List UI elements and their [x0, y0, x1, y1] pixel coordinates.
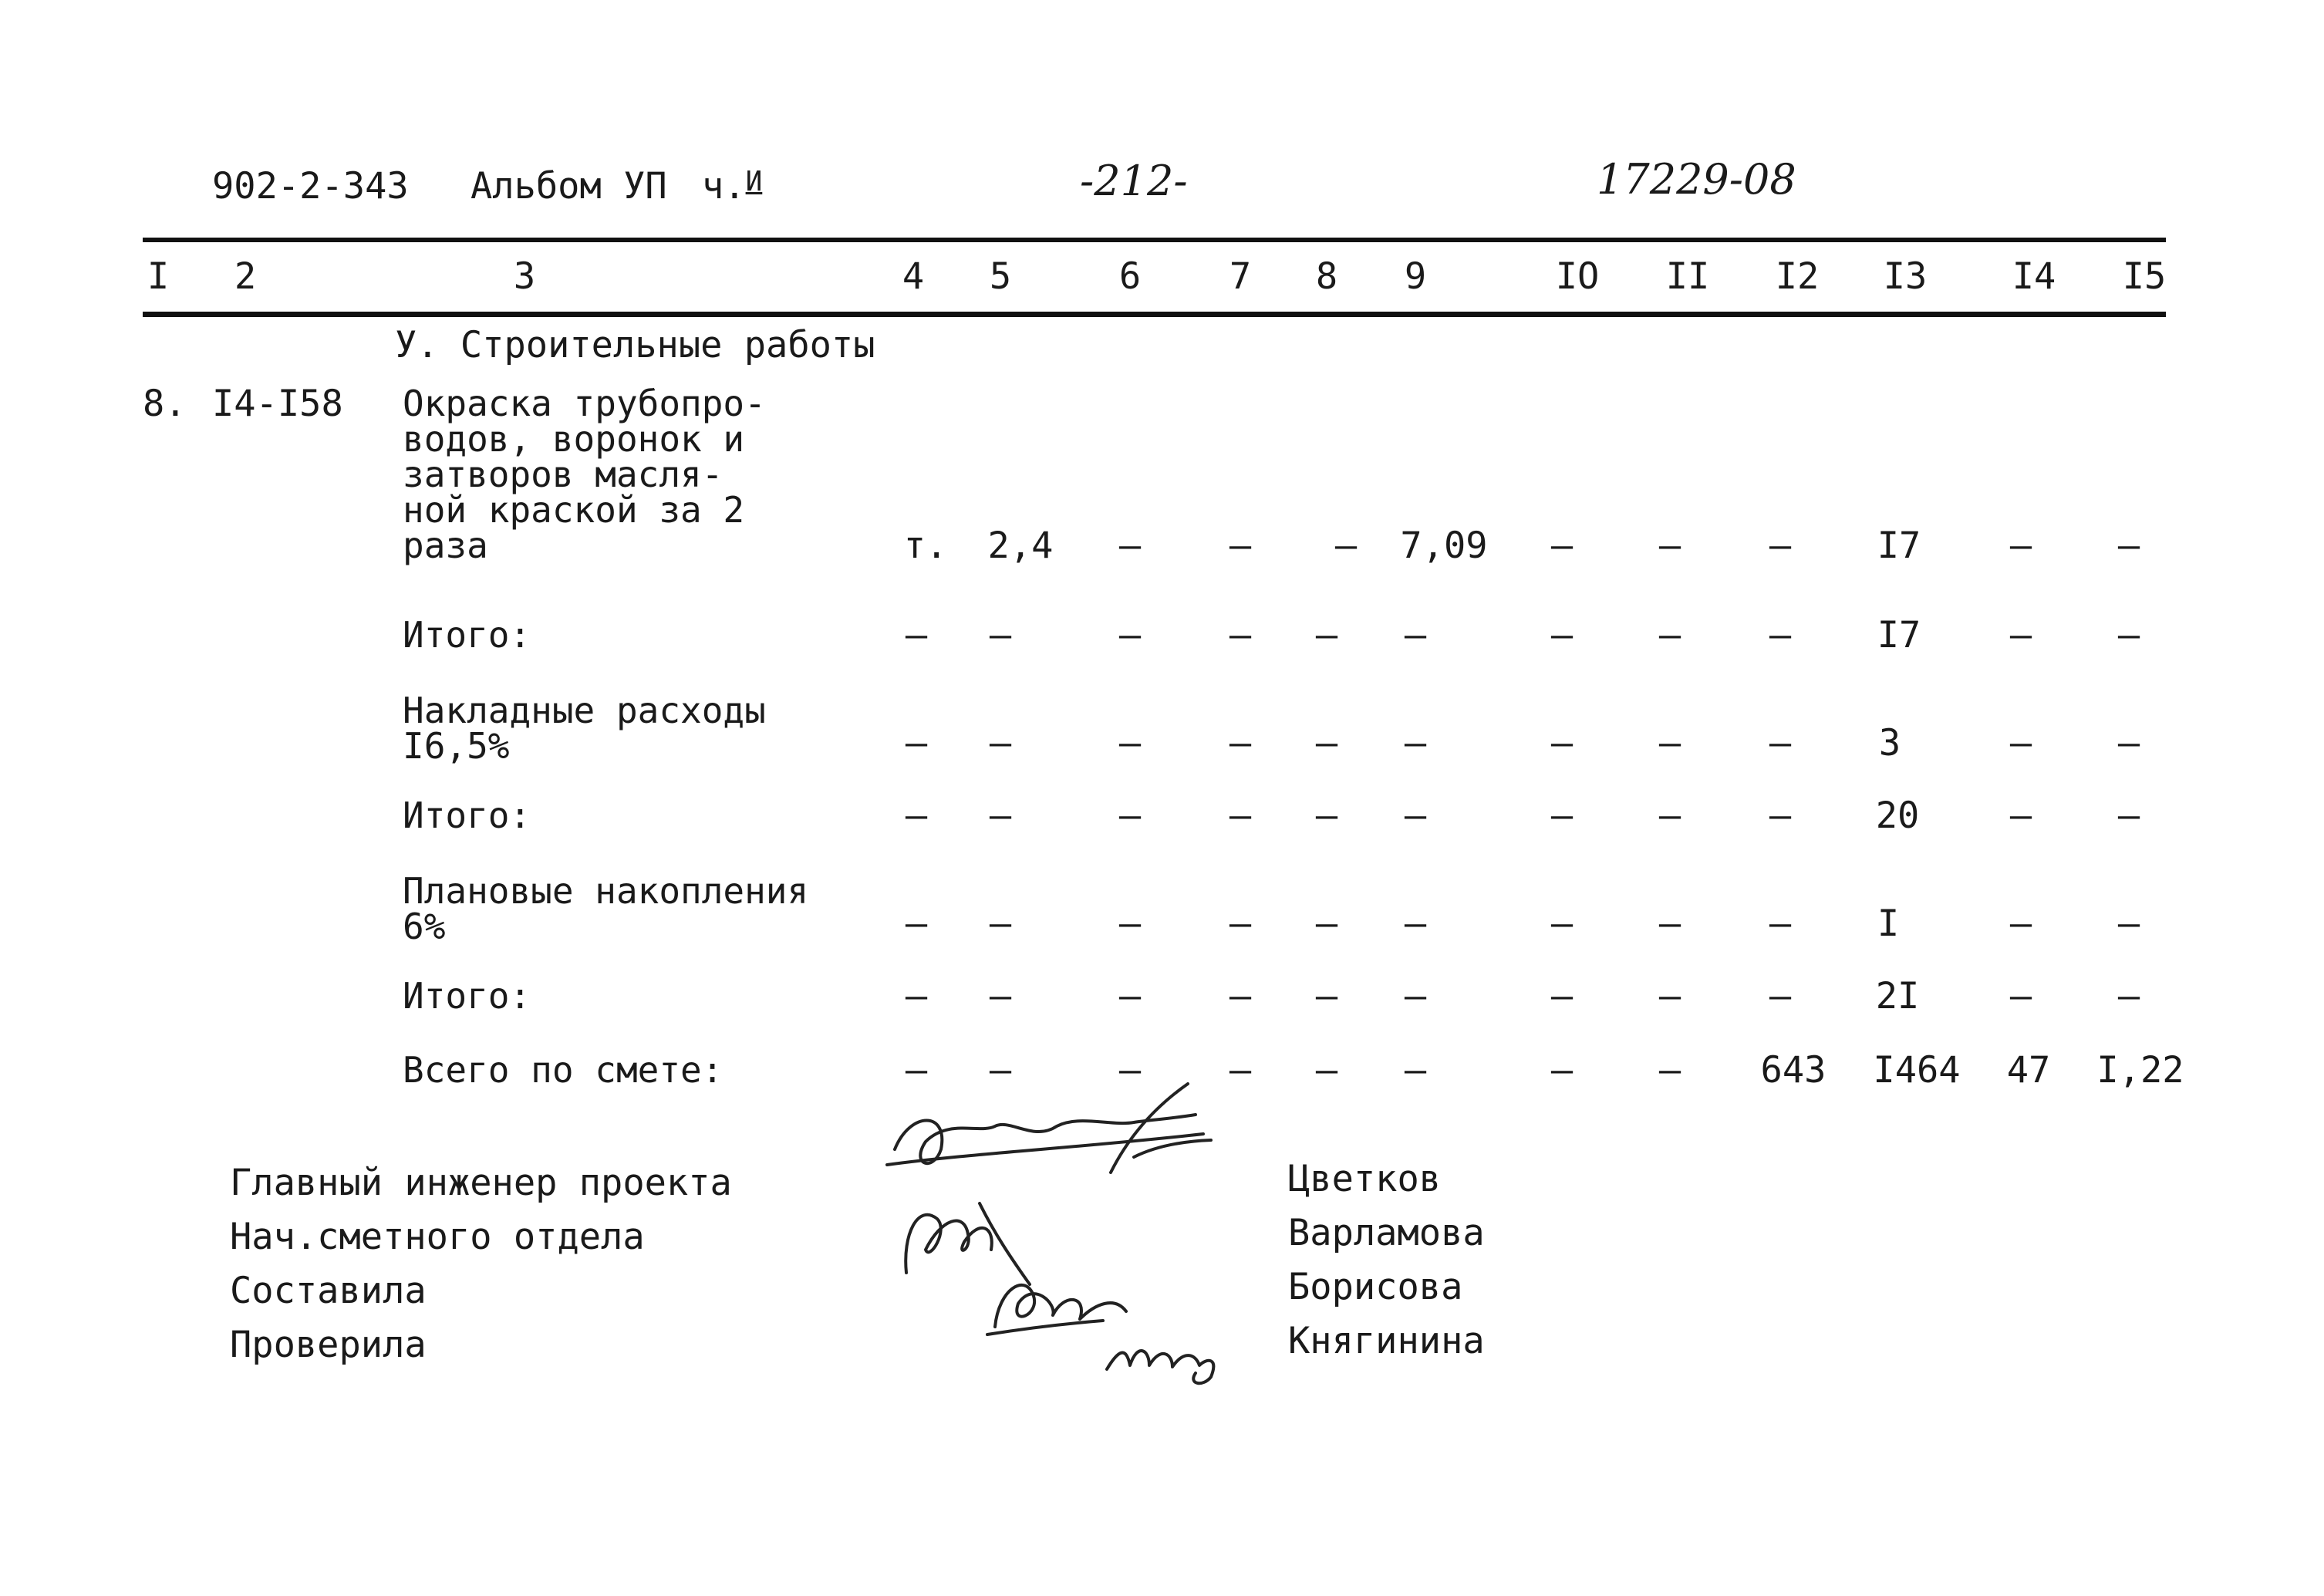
row-description: Итого:	[403, 614, 531, 656]
signature-name: Варламова	[1288, 1212, 1485, 1254]
cell-c7: –	[1229, 975, 1252, 1017]
signature-role: Главный инженер проекта	[230, 1162, 732, 1204]
page-number: -212-	[1080, 157, 1188, 205]
cell-unit: т.	[903, 525, 948, 567]
cell-c8: –	[1315, 614, 1338, 656]
cell-c15: –	[2117, 795, 2140, 837]
row-description: Накладные расходы I6,5%	[403, 690, 766, 767]
cell-c14: –	[2009, 903, 2032, 945]
part-prefix: ч.	[702, 165, 746, 208]
cell-c8: –	[1315, 975, 1338, 1017]
col-num-10: IO	[1555, 255, 1600, 298]
cell-c6: –	[1118, 975, 1142, 1017]
cell-c11: –	[1658, 525, 1681, 567]
cell-c11: –	[1658, 1049, 1681, 1092]
header-rule-top	[143, 238, 2166, 242]
cell-c10: –	[1550, 525, 1574, 567]
cell-c8: –	[1315, 795, 1338, 837]
signature-name: Цветков	[1288, 1158, 1442, 1200]
cell-c7: –	[1229, 525, 1252, 567]
cell-c13: I7	[1877, 614, 1921, 656]
col-num-12: I2	[1775, 255, 1820, 298]
cell-c12: –	[1769, 795, 1792, 837]
cell-c5: –	[989, 1049, 1012, 1092]
cell-c11: –	[1658, 795, 1681, 837]
row-number: 8.	[143, 383, 187, 425]
cell-c14: –	[2009, 722, 2032, 764]
cell-c4: –	[905, 722, 928, 764]
handwritten-signature	[879, 1080, 1234, 1196]
cell-quantity: 2,4	[987, 525, 1054, 567]
cell-c4: –	[905, 795, 928, 837]
cell-c7: –	[1229, 614, 1252, 656]
cell-c6: –	[1118, 722, 1142, 764]
cell-c7: –	[1229, 903, 1252, 945]
cell-c5: –	[989, 975, 1012, 1017]
cell-c10: –	[1550, 1049, 1574, 1092]
row-description: Итого:	[403, 975, 531, 1017]
col-num-11: II	[1665, 255, 1710, 298]
cell-c15: I,22	[2096, 1049, 2184, 1092]
row-code: I4-I58	[212, 383, 343, 425]
cell-c10: –	[1550, 795, 1574, 837]
cell-c9: –	[1404, 795, 1427, 837]
cell-c15: –	[2117, 903, 2140, 945]
cell-c7: –	[1229, 1049, 1252, 1092]
cell-c6: –	[1118, 525, 1142, 567]
cell-c6: –	[1118, 795, 1142, 837]
cell-c15: –	[2117, 975, 2140, 1017]
cell-c8: –	[1334, 525, 1358, 567]
col-num-3: 3	[513, 255, 536, 298]
cell-c12: –	[1769, 903, 1792, 945]
row-description: Всего по смете:	[403, 1049, 724, 1091]
col-num-14: I4	[2012, 255, 2056, 298]
cell-c8: –	[1315, 903, 1338, 945]
col-num-4: 4	[902, 255, 925, 298]
cell-c15: –	[2117, 614, 2140, 656]
archive-number: 17229-08	[1597, 155, 1796, 204]
cell-c14: 47	[2006, 1049, 2051, 1092]
cell-c13: I464	[1873, 1049, 1961, 1092]
signature-role: Нач.сметного отдела	[230, 1216, 645, 1258]
cell-c6: –	[1118, 614, 1142, 656]
cell-c13: I	[1877, 903, 1900, 945]
cell-c10: –	[1550, 722, 1574, 764]
cell-c5: –	[989, 903, 1012, 945]
cell-c12: –	[1769, 975, 1792, 1017]
cell-c8: –	[1315, 1049, 1338, 1092]
cell-c9: 7,09	[1400, 525, 1488, 567]
cell-c9: –	[1404, 903, 1427, 945]
cell-c5: –	[989, 795, 1012, 837]
cell-c9: –	[1404, 722, 1427, 764]
cell-c11: –	[1658, 975, 1681, 1017]
cell-c4: –	[905, 903, 928, 945]
cell-c15: –	[2117, 525, 2140, 567]
cell-c6: –	[1118, 1049, 1142, 1092]
col-num-13: I3	[1883, 255, 1928, 298]
col-num-9: 9	[1404, 255, 1427, 298]
part-label	[702, 165, 763, 208]
cell-c5: –	[989, 614, 1012, 656]
cell-c14: –	[2009, 795, 2032, 837]
col-num-15: I5	[2122, 255, 2167, 298]
row-description: Окраска трубопро- водов, воронок и затворов масля- ной краской за 2 раза	[403, 383, 766, 566]
cell-c11: –	[1658, 722, 1681, 764]
col-num-6: 6	[1118, 255, 1142, 298]
cell-c10: –	[1550, 903, 1574, 945]
col-num-1: I	[147, 255, 170, 298]
cell-c9: –	[1404, 975, 1427, 1017]
cell-c13: I7	[1877, 525, 1921, 567]
cell-c10: –	[1550, 975, 1574, 1017]
col-num-8: 8	[1315, 255, 1338, 298]
cell-c8: –	[1315, 722, 1338, 764]
cell-c13: 3	[1878, 722, 1901, 764]
cell-c4: –	[905, 614, 928, 656]
cell-c12: 643	[1760, 1049, 1826, 1092]
header-rule-bottom	[143, 312, 2166, 317]
cell-c7: –	[1229, 795, 1252, 837]
section-title: У. Строительные работы	[395, 324, 875, 366]
signature-role: Составила	[230, 1270, 427, 1312]
cell-c12: –	[1769, 614, 1792, 656]
cell-c9: –	[1404, 614, 1427, 656]
row-description: Итого:	[403, 795, 531, 836]
cell-c4: –	[905, 975, 928, 1017]
cell-c14: –	[2009, 525, 2032, 567]
cell-c6: –	[1118, 903, 1142, 945]
album-label: Альбом УП	[471, 165, 667, 208]
cell-c15: –	[2117, 722, 2140, 764]
signature-name: Княгинина	[1288, 1320, 1485, 1362]
row-description: Плановые накопления 6%	[403, 870, 809, 947]
part-number: И	[745, 166, 763, 197]
col-num-2: 2	[234, 255, 257, 298]
cell-c11: –	[1658, 614, 1681, 656]
cell-c13: 20	[1875, 795, 1920, 837]
doc-code: 902-2-343	[212, 165, 409, 208]
cell-c14: –	[2009, 614, 2032, 656]
cell-c14: –	[2009, 975, 2032, 1017]
col-num-7: 7	[1229, 255, 1252, 298]
cell-c7: –	[1229, 722, 1252, 764]
cell-c13: 2I	[1875, 975, 1920, 1017]
cell-c11: –	[1658, 903, 1681, 945]
cell-c10: –	[1550, 614, 1574, 656]
signature-name: Борисова	[1288, 1266, 1463, 1308]
cell-c5: –	[989, 722, 1012, 764]
cell-c4: –	[905, 1049, 928, 1092]
signature-role: Проверила	[230, 1324, 427, 1366]
cell-c12: –	[1769, 722, 1792, 764]
handwritten-signature	[1095, 1311, 1226, 1388]
col-num-5: 5	[989, 255, 1012, 298]
cell-c12: –	[1769, 525, 1792, 567]
cell-c9: –	[1404, 1049, 1427, 1092]
